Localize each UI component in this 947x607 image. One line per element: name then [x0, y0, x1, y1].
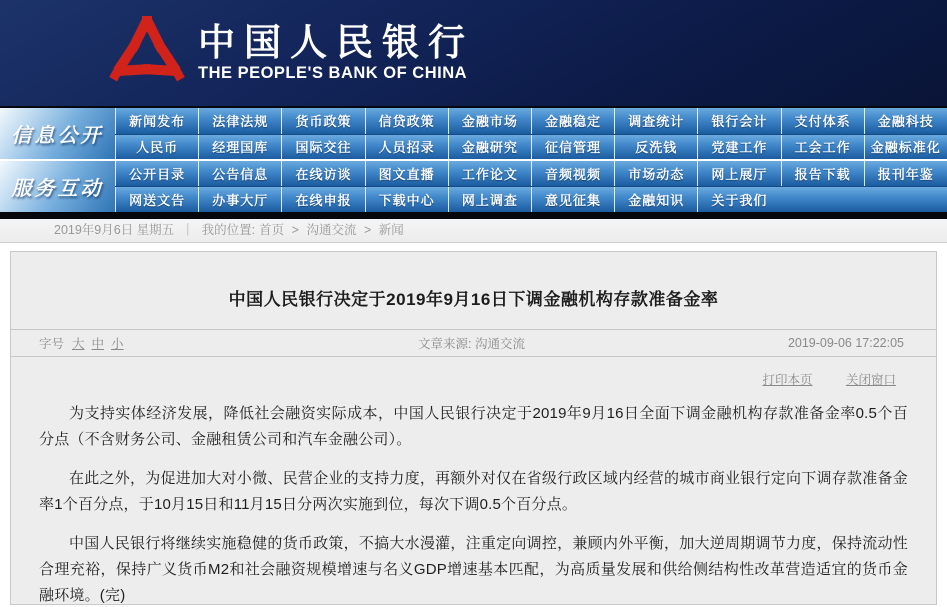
- breadcrumb-separator: >: [363, 223, 372, 237]
- publish-timestamp: 2019-09-06 17:22:05: [787, 336, 905, 350]
- sidebar-item-service-interaction[interactable]: [0, 161, 115, 212]
- close-window-link[interactable]: 关闭窗口: [845, 373, 896, 387]
- font-size-small-button[interactable]: 小: [111, 337, 124, 351]
- nav-item[interactable]: 工会工作: [781, 135, 864, 160]
- page-title: 中国人民银行决定于2019年9月16日下调金融机构存款准备金率: [228, 290, 719, 309]
- divider: [0, 212, 947, 219]
- breadcrumb-separator: >: [291, 223, 299, 237]
- nav-item[interactable]: 金融市场: [448, 108, 531, 134]
- article-body: [11, 397, 936, 605]
- nav-item[interactable]: 人员招录: [365, 135, 448, 160]
- nav-item[interactable]: 网上展厅: [697, 161, 780, 187]
- location-label: 我的位置:: [201, 223, 256, 237]
- current-date: 2019年9月6日 星期五: [54, 223, 175, 237]
- nav-item[interactable]: 货币政策: [281, 108, 364, 134]
- nav-item[interactable]: 新闻发布: [115, 108, 198, 134]
- nav-row-4: [115, 186, 947, 212]
- breadcrumb-link-news[interactable]: 新闻: [378, 223, 404, 237]
- breadcrumb-link-communication[interactable]: 沟通交流: [306, 223, 357, 237]
- font-size-medium-button[interactable]: 中: [91, 337, 105, 351]
- nav-item[interactable]: 金融稳定: [531, 108, 614, 134]
- nav-item[interactable]: 党建工作: [697, 135, 780, 160]
- article-actions: [11, 357, 936, 397]
- nav-item[interactable]: 在线访谈: [281, 161, 364, 187]
- nav-item[interactable]: 金融研究: [448, 135, 531, 160]
- pbc-emblem-icon: [108, 16, 186, 88]
- nav-row-1: [115, 108, 947, 134]
- site-header: [0, 0, 947, 106]
- nav-item[interactable]: 支付体系: [781, 108, 864, 134]
- print-page-link[interactable]: 打印本页: [762, 373, 813, 387]
- sidebar-item-label: 信息公开: [11, 125, 104, 147]
- nav-item[interactable]: 法律法规: [198, 108, 281, 134]
- nav-item[interactable]: 报刊年鉴: [864, 161, 947, 187]
- font-size-label: 字号: [39, 337, 65, 351]
- sidebar-item-label: 服务互动: [11, 178, 104, 200]
- nav-item[interactable]: 在线申报: [281, 187, 364, 212]
- org-name-chinese: 中国人民银行: [198, 19, 474, 64]
- nav-item[interactable]: 音频视频: [531, 161, 614, 187]
- nav-item[interactable]: 图文直播: [365, 161, 448, 187]
- nav-item[interactable]: 关于我们: [697, 187, 780, 212]
- nav-item[interactable]: 反洗钱: [614, 135, 697, 160]
- nav-item[interactable]: 金融知识: [614, 187, 697, 212]
- breadcrumb-link-home[interactable]: 首页: [259, 223, 285, 237]
- nav-item[interactable]: 人民币: [115, 135, 198, 160]
- nav-item[interactable]: 征信管理: [531, 135, 614, 160]
- breadcrumb-divider: ｜: [181, 223, 195, 237]
- nav-item[interactable]: 市场动态: [614, 161, 697, 187]
- font-size-large-button[interactable]: 大: [72, 337, 85, 351]
- article-meta-bar: [11, 329, 936, 357]
- article-paragraph: 中国人民银行将继续实施稳健的货币政策，不搞大水漫灌，注重定向调控，兼顾内外平衡，加大逆周期调节力度，保持流动性合理充裕，保持广义货币M2和社会融资规模增速与名义GDP增速基本匹配，为高质量发展和供给侧结构性改革营造适宜的货币金融环境。(完): [39, 535, 908, 604]
- nav-item[interactable]: 意见征集: [531, 187, 614, 212]
- source-label: 文章来源:: [418, 337, 472, 351]
- nav-item[interactable]: 办事大厅: [198, 187, 281, 212]
- nav-item[interactable]: 经理国库: [198, 135, 281, 160]
- nav-item[interactable]: 网上调查: [448, 187, 531, 212]
- nav-item[interactable]: 银行会计: [697, 108, 780, 134]
- bank-logo[interactable]: [108, 16, 474, 88]
- article-paragraph: 为支持实体经济发展，降低社会融资实际成本，中国人民银行决定于2019年9月16日全面下调金融机构存款准备金率0.5个百分点（不含财务公司、金融租赁公司和汽车金融公司）。: [39, 405, 908, 448]
- nav-item[interactable]: 报告下载: [781, 161, 864, 187]
- nav-item[interactable]: 网送文告: [115, 187, 198, 212]
- breadcrumb: [0, 219, 947, 243]
- nav-row-2: [115, 134, 947, 160]
- sidebar-item-info-disclosure[interactable]: [0, 108, 115, 159]
- nav-row-3: [115, 161, 947, 187]
- nav-item[interactable]: 金融科技: [864, 108, 947, 134]
- nav-item[interactable]: 工作论文: [448, 161, 531, 187]
- nav-item[interactable]: 金融标准化: [864, 135, 947, 160]
- nav-item[interactable]: 公开目录: [115, 161, 198, 187]
- org-name-english: THE PEOPLE'S BANK OF CHINA: [198, 63, 468, 82]
- nav-item[interactable]: 下载中心: [365, 187, 448, 212]
- nav-item[interactable]: 信贷政策: [365, 108, 448, 134]
- nav-item[interactable]: 国际交往: [281, 135, 364, 160]
- source-value: 沟通交流: [474, 337, 525, 351]
- main-navigation: [0, 106, 947, 212]
- nav-item[interactable]: 调查统计: [614, 108, 697, 134]
- article-panel: [10, 251, 937, 605]
- article-paragraph: 在此之外，为促进加大对小微、民营企业的支持力度，再额外对仅在省级行政区域内经营的城市商业银行定向下调存款准备金率1个百分点，于10月15日和11月15日分两次实施到位，每次下调0.5个百分点。: [39, 470, 908, 513]
- nav-item[interactable]: 公告信息: [198, 161, 281, 187]
